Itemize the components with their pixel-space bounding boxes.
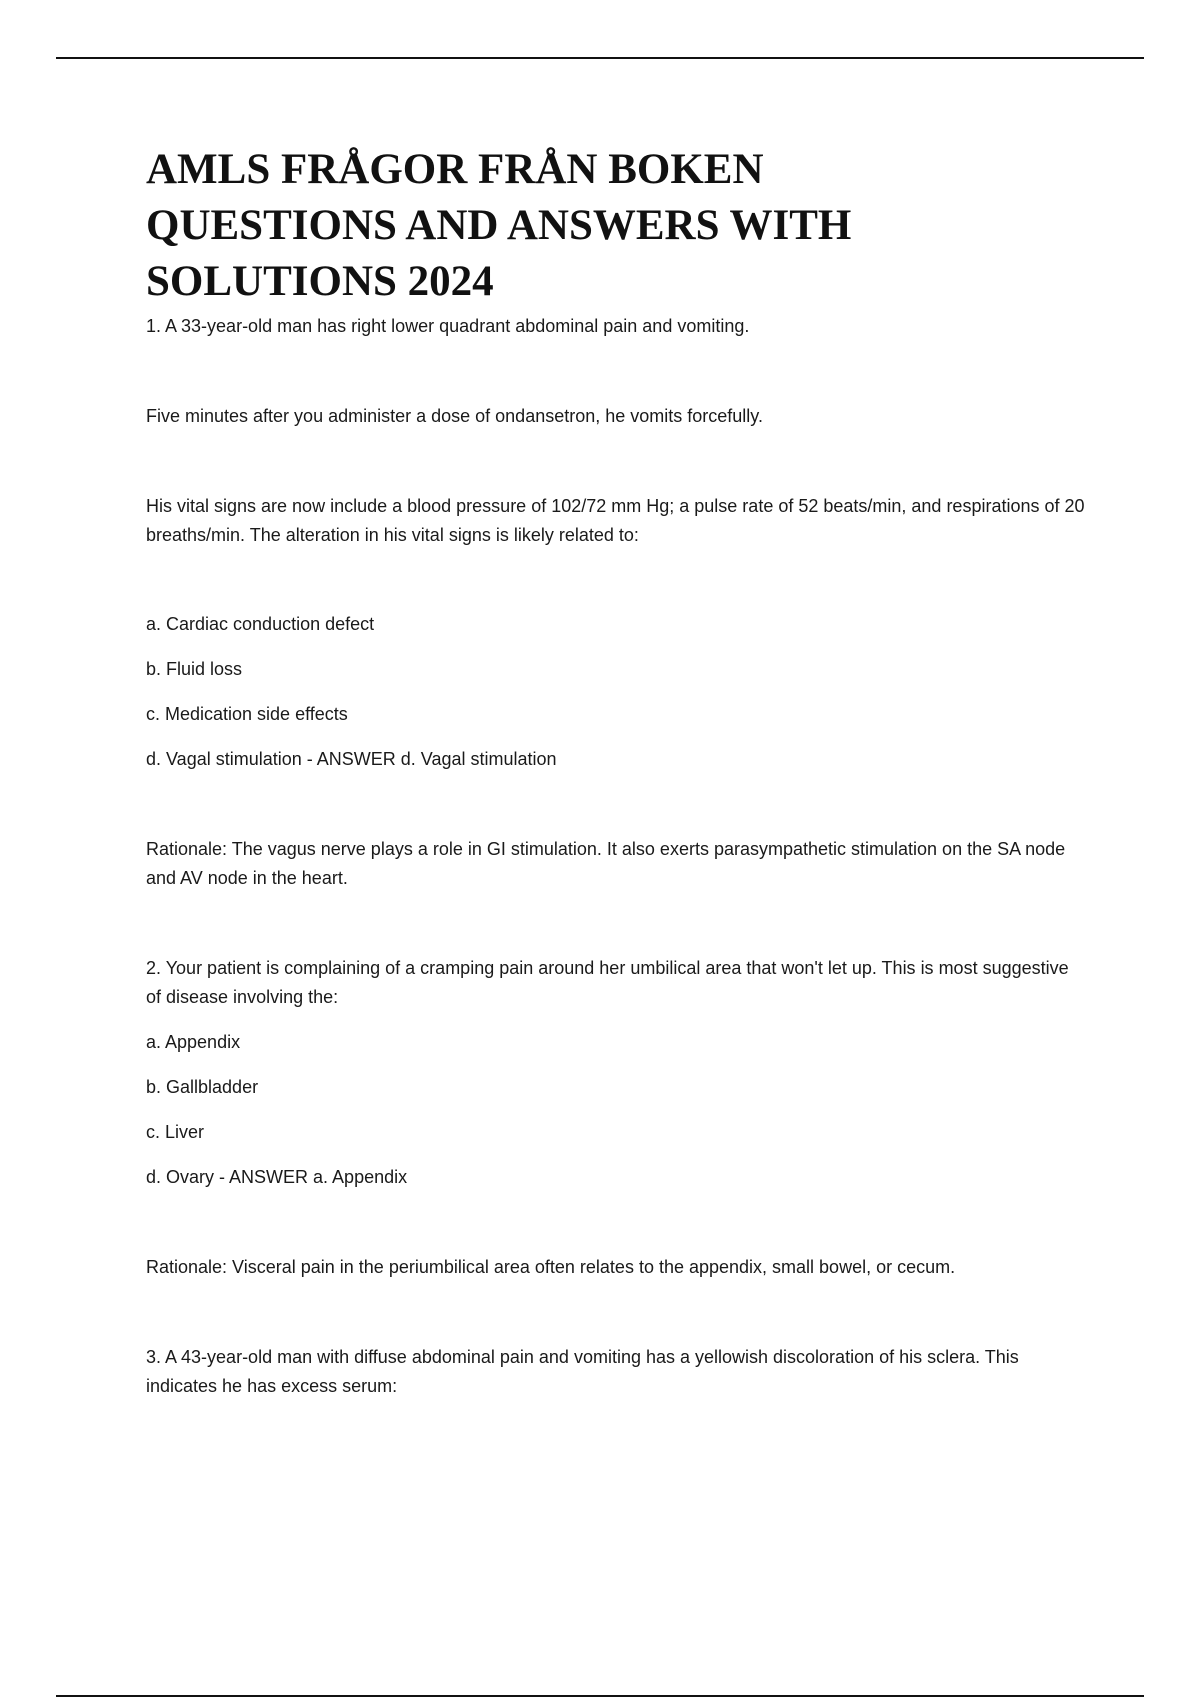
title-line-2: QUESTIONS AND ANSWERS WITH [146, 202, 852, 249]
question-1 [146, 312, 1086, 893]
q1-stem: 1. A 33-year-old man has right lower quadrant abdominal pain and vomiting. [146, 316, 750, 336]
q1-options [146, 610, 1086, 774]
q1-paragraph-2: Five minutes after you administer a dose of ondansetron, he vomits forcefully. [146, 406, 763, 426]
q1-option-d-answer: d. Vagal stimulation - ANSWER d. Vagal stimulation [146, 749, 557, 769]
document-title [146, 142, 1086, 310]
title-line-1: AMLS FRÅGOR FRÅN BOKEN [146, 146, 764, 193]
q1-option-c: c. Medication side effects [146, 704, 348, 724]
q1-rationale: Rationale: The vagus nerve plays a role in GI stimulation. It also exerts parasympathetic stimulation on the SA node and AV node in the heart. [146, 839, 1066, 888]
q2-stem: 2. Your patient is complaining of a cramping pain around her umbilical area that won't let up. This is most suggestive of disease involving the: [146, 958, 1069, 1007]
q2-option-b: b. Gallbladder [146, 1077, 259, 1097]
question-2 [146, 954, 1086, 1282]
q2-option-a: a. Appendix [146, 1032, 241, 1052]
q2-options [146, 1028, 1086, 1192]
q1-option-b: b. Fluid loss [146, 659, 243, 679]
question-3 [146, 1343, 1086, 1401]
q3-stem: 3. A 43-year-old man with diffuse abdominal pain and vomiting has a yellowish discoloration of his sclera. This indicates he has excess serum: [146, 1347, 1019, 1396]
q1-option-a: a. Cardiac conduction defect [146, 614, 375, 634]
q1-paragraph-3: His vital signs are now include a blood pressure of 102/72 mm Hg; a pulse rate of 52 beats/min, and respirations of 20 breaths/min. The alteration in his vital signs is likely related to: [146, 496, 1085, 545]
bottom-rule [56, 1695, 1144, 1697]
q2-rationale: Rationale: Visceral pain in the periumbilical area often relates to the appendix, small bowel, or cecum. [146, 1257, 956, 1277]
q2-option-d-answer: d. Ovary - ANSWER a. Appendix [146, 1167, 408, 1187]
q2-option-c: c. Liver [146, 1122, 205, 1142]
document-content [146, 142, 1086, 1401]
top-rule [56, 57, 1144, 59]
title-line-3: SOLUTIONS 2024 [146, 258, 494, 305]
